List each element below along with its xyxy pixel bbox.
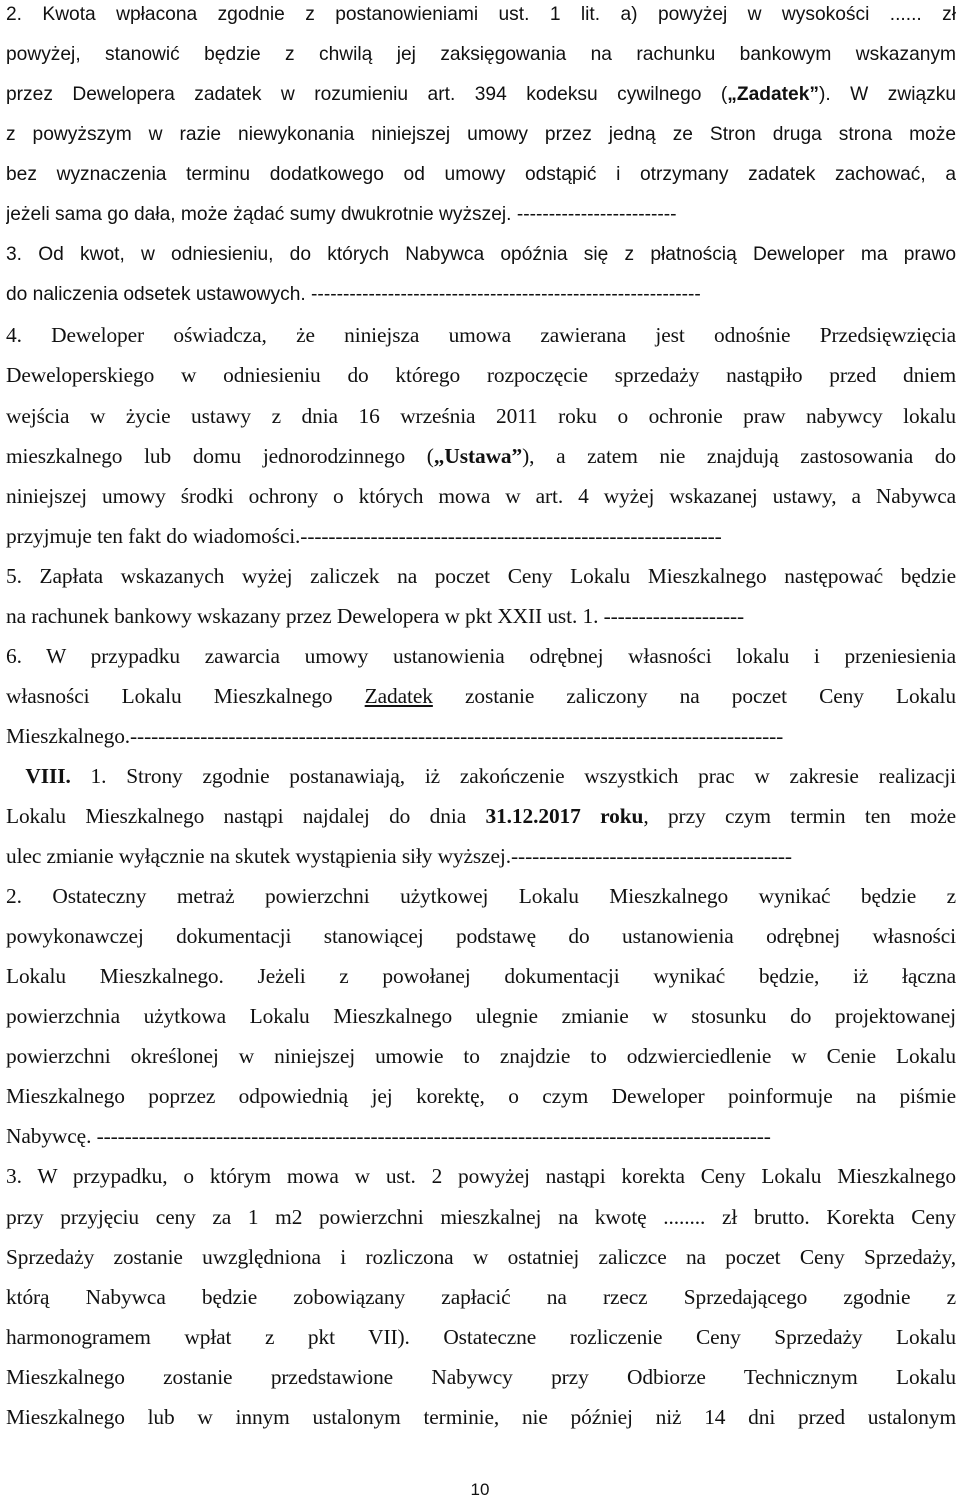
text-line <box>6 200 956 230</box>
text-line <box>6 601 956 631</box>
text-line <box>6 441 956 471</box>
text-line <box>6 801 956 831</box>
text-run: którą Nabywca będzie zobowiązany zapłacić na rzecz Sprzedającego zgodnie z <box>6 1284 956 1309</box>
text-run: przez Dewelopera zadatek w rozumieniu art. 394 kodeksu cywilnego ( <box>6 84 728 106</box>
text-run: 4. Deweloper oświadcza, że niniejsza umowa zawierana jest odnośnie Przedsięwzięcia <box>6 323 956 348</box>
page-number: 10 <box>470 1480 490 1499</box>
text-run: przy przyjęciu ceny za 1 m2 powierzchni mieszkalnej na kwotę ........ zł brutto. Korekta Ceny <box>6 1204 956 1229</box>
text-line <box>6 1001 956 1031</box>
text-run: Lokalu Mieszkalnego. Jeżeli z powołanej dokumentacji wynikać będzie, iż łączna <box>6 964 956 989</box>
text-run: Nabywcę. ------------------------------------------------------------------------------------------------ <box>6 1124 771 1149</box>
underlined-text: Zadatek <box>364 683 433 708</box>
text-run: Lokalu Mieszkalnego nastąpi najdalej do dnia <box>6 804 486 828</box>
text-line <box>6 521 956 551</box>
text-run: powierzchni określonej w niniejszej umowie to znajdzie to odzwierciedlenie w Cenie Lokalu <box>6 1044 956 1069</box>
text-run: , przy czym termin ten może <box>643 804 956 828</box>
text-run: 6. W przypadku zawarcia umowy ustanowienia odrębnej własności lokalu i przeniesienia <box>6 643 956 668</box>
text-line <box>6 320 956 350</box>
text-line <box>6 1322 956 1352</box>
text-line <box>6 881 956 911</box>
bold-text: „Zadatek” <box>727 84 819 106</box>
text-run: własności Lokalu Mieszkalnego <box>6 683 365 708</box>
text-run: na rachunek bankowy wskazany przez Dewelopera w pkt XXII ust. 1. -------------------- <box>6 603 745 628</box>
text-line <box>6 120 956 150</box>
text-run: ), a zatem nie znajdują zastosowania do <box>522 443 956 468</box>
text-run: Deweloperskiego w odniesieniu do którego rozpoczęcie sprzedaży nastąpiło przed dniem <box>6 363 956 388</box>
bold-text: „Ustawa” <box>433 443 523 468</box>
text-line <box>6 561 956 591</box>
text-run: zostanie zaliczony na poczet Ceny Lokalu <box>432 683 956 708</box>
text-run: ulec zmianie wyłącznie na skutek wystąpienia siły wyższej.---------------------------------------- <box>6 844 792 869</box>
text-run: 2. Ostateczny metraż powierzchni użytkowej Lokalu Mieszkalnego wynikać będzie z <box>6 884 956 909</box>
bold-text: 31.12.2017 roku <box>485 804 644 828</box>
text-run: powykonawczej dokumentacji stanowiącej podstawę do ustanowienia odrębnej własności <box>6 924 956 949</box>
text-line <box>6 80 956 110</box>
text-run: Sprzedaży zostanie uwzględniona i rozliczona w ostatniej zaliczce na poczet Ceny Sprzedaży, <box>6 1244 956 1269</box>
text-line <box>6 401 956 431</box>
text-run: niniejszej umowy środki ochrony o których mowa w art. 4 wyżej wskazanej ustawy, a Nabywca <box>6 483 956 508</box>
text-line <box>6 160 956 190</box>
text-line <box>6 721 956 751</box>
text-line <box>6 40 956 70</box>
text-run: harmonogramem wpłat z pkt VII). Ostateczne rozliczenie Ceny Sprzedaży Lokalu <box>6 1324 956 1349</box>
text-line <box>6 841 956 871</box>
text-run: Mieszkalnego lub w innym ustalonym terminie, nie później niż 14 dni przed ustalonym <box>6 1404 956 1429</box>
text-run: Mieszkalnego.--------------------------------------------------------------------------------------------- <box>6 723 784 748</box>
text-run: jeżeli sama go dała, może żądać sumy dwukrotnie wyższej. ------------------------- <box>6 204 677 226</box>
text-line <box>6 1282 956 1312</box>
text-line <box>6 1081 956 1111</box>
text-line <box>6 1362 956 1392</box>
text-run: Mieszkalnego poprzez odpowiednią jej korektę, o czym Deweloper poinformuje na piśmie <box>6 1084 956 1109</box>
text-line <box>6 1242 956 1272</box>
text-run: ). W związku <box>818 84 956 106</box>
text-run: do naliczenia odsetek ustawowych. ------------------------------------------------------------- <box>6 284 701 306</box>
text-line <box>6 641 956 671</box>
text-line <box>6 1202 956 1232</box>
text-line <box>6 681 956 711</box>
text-run: bez wyznaczenia terminu dodatkowego od umowy odstąpić i otrzymany zadatek zachować, a <box>6 164 956 186</box>
bold-text: VIII. <box>6 763 91 788</box>
text-line <box>6 921 956 951</box>
text-run: przyjmuje ten fakt do wiadomości.------------------------------------------------------------ <box>6 523 722 548</box>
text-run: 2. Kwota wpłacona zgodnie z postanowieniami ust. 1 lit. a) powyżej w wysokości ...... zł <box>6 4 956 25</box>
text-run: mieszkalnego lub domu jednorodzinnego ( <box>6 443 434 468</box>
text-line <box>6 360 956 390</box>
text-line <box>6 961 956 991</box>
text-run: Mieszkalnego zostanie przedstawione Nabywcy przy Odbiorze Technicznym Lokalu <box>6 1364 956 1389</box>
text-line <box>6 280 956 310</box>
text-line <box>6 240 956 270</box>
text-run: z powyższym w razie niewykonania niniejszej umowy przez jedną ze Stron druga strona może <box>6 124 956 146</box>
text-line <box>6 1041 956 1071</box>
text-run: powierzchnia użytkowa Lokalu Mieszkalnego ulegnie zmianie w stosunku do projektowanej <box>6 1004 956 1029</box>
text-run: 5. Zapłata wskazanych wyżej zaliczek na poczet Ceny Lokalu Mieszkalnego następować będzie <box>6 563 956 588</box>
text-line <box>6 1161 956 1191</box>
text-line <box>6 0 956 30</box>
text-line <box>6 1402 956 1432</box>
text-run: 3. W przypadku, o którym mowa w ust. 2 powyżej nastąpi korekta Ceny Lokalu Mieszkalnego <box>6 1164 956 1189</box>
text-run: powyżej, stanowić będzie z chwilą jej zaksięgowania na rachunku bankowym wskazanym <box>6 44 956 66</box>
text-run: 1. Strony zgodnie postanawiają, iż zakończenie wszystkich prac w zakresie realizacji <box>90 763 956 788</box>
text-run: 3. Od kwot, w odniesieniu, do których Nabywca opóźnia się z płatnością Deweloper ma prawo <box>6 244 956 266</box>
text-line <box>6 1121 956 1151</box>
text-line <box>6 761 956 791</box>
text-run: wejścia w życie ustawy z dnia 16 września 2011 roku o ochronie praw nabywcy lokalu <box>6 403 956 428</box>
text-line <box>6 481 956 511</box>
